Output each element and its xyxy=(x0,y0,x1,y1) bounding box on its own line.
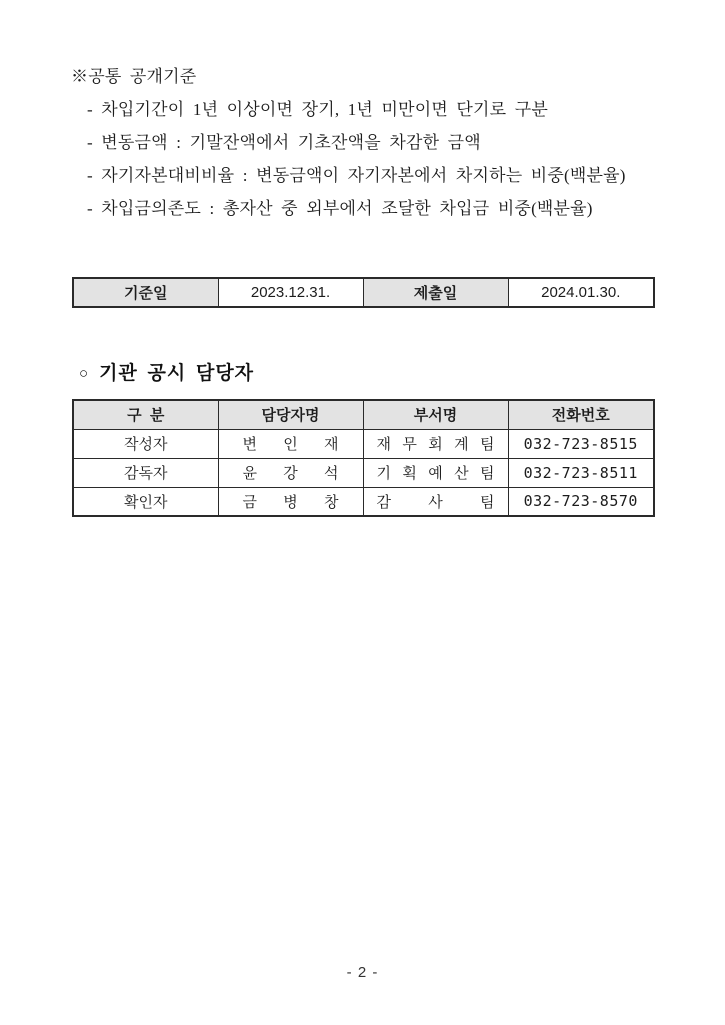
note-item: - 변동금액 : 기말잔액에서 기초잔액을 차감한 금액 xyxy=(87,133,481,152)
table-row xyxy=(73,429,654,458)
header-division: 구 분 xyxy=(73,400,218,429)
department-cell: 기 획 예 산 팀 xyxy=(363,458,508,487)
base-date-label-cell: 기준일 xyxy=(73,278,218,307)
page-number: - 2 - xyxy=(346,964,379,981)
note-item: - 차입기간이 1년 이상이면 장기, 1년 미만이면 단기로 구분 xyxy=(87,100,548,119)
contact-table-header-row xyxy=(73,400,654,429)
department-cell: 재 무 회 계 팀 xyxy=(363,429,508,458)
name-cell: 윤 강 석 xyxy=(218,458,363,487)
phone-cell: 032-723-8570 xyxy=(508,487,654,516)
note-item: - 차입금의존도 : 총자산 중 외부에서 조달한 차입금 비중(백분율) xyxy=(87,199,593,218)
table-row xyxy=(73,458,654,487)
section-title: 기관 공시 담당자 xyxy=(99,363,255,384)
table-row xyxy=(73,487,654,516)
header-phone: 전화번호 xyxy=(508,400,654,429)
notes-list xyxy=(87,93,677,225)
disclosure-notes xyxy=(71,60,677,225)
phone-cell: 032-723-8515 xyxy=(508,429,654,458)
circle-bullet-icon: ○ xyxy=(79,366,90,382)
name-cell: 금 병 창 xyxy=(218,487,363,516)
submit-date-label-cell: 제출일 xyxy=(363,278,508,307)
division-cell: 감독자 xyxy=(73,458,218,487)
division-cell: 작성자 xyxy=(73,429,218,458)
note-item: - 자기자본대비비율 : 변동금액이 자기자본에서 차지하는 비중(백분율) xyxy=(87,166,626,185)
header-department: 부서명 xyxy=(363,400,508,429)
notes-title: ※공통 공개기준 xyxy=(71,67,197,86)
name-cell: 변 인 재 xyxy=(218,429,363,458)
base-date-value-cell: 2023.12.31. xyxy=(218,278,363,307)
contact-table xyxy=(72,399,655,517)
date-table xyxy=(72,277,655,308)
phone-cell: 032-723-8511 xyxy=(508,458,654,487)
date-table-row xyxy=(73,278,654,307)
section-heading xyxy=(79,358,254,385)
division-cell: 확인자 xyxy=(73,487,218,516)
header-name: 담당자명 xyxy=(218,400,363,429)
department-cell: 감 사 팀 xyxy=(363,487,508,516)
submit-date-value-cell: 2024.01.30. xyxy=(508,278,654,307)
